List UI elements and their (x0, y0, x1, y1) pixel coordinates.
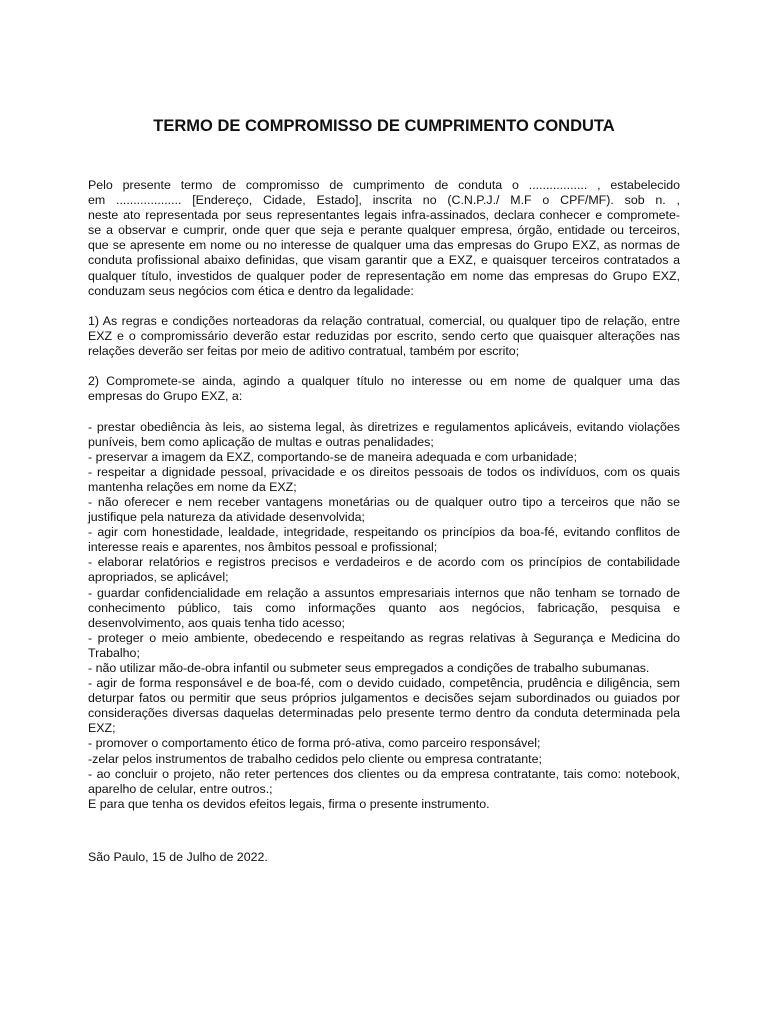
intro-line: conduta profissional abaixo definidas, que visam garantir que a EXZ, e quaisquer terceiros contratados a (88, 253, 680, 268)
obligation-line: - preservar a imagem da EXZ, comportando-se de maneira adequada e com urbanidade; (88, 449, 578, 464)
obligation-item (88, 586, 680, 631)
obligation-item (88, 555, 680, 585)
obligation-item (88, 631, 680, 661)
obligation-item (88, 495, 680, 525)
obligation-line: - promover o comportamento ético de forma pró-ativa, como parceiro responsável; (88, 736, 541, 751)
obligation-line: - respeitar a dignidade pessoal, privacidade e os direitos pessoais de todos os indivíduos, com os quais (88, 464, 680, 479)
obligation-line: aparelho de celular, entre outros.; (88, 781, 273, 796)
obligation-item (88, 736, 680, 751)
obligation-line: - agir com honestidade, lealdade, integridade, respeitando os princípios da boa-fé, evitando conflitos de (88, 525, 680, 540)
closing-statement: E para que tenha os devidos efeitos legais, firma o presente instrumento. (88, 796, 490, 811)
obligation-line: considerações diversas daquelas determinadas pelo presente termo dentro da conduta determinada pela (88, 706, 680, 721)
clause-2-line: empresas do Grupo EXZ, a: (88, 389, 243, 404)
clause-2-paragraph (88, 374, 680, 404)
obligation-item (88, 465, 680, 495)
obligation-line: conhecimento público, tais como informações quanto aos negócios, fabricação, pesquisa e (88, 600, 680, 615)
clause-1-line: 1) As regras e condições norteadoras da relação contratual, comercial, ou qualquer tipo de relação, entre (88, 313, 680, 328)
obligation-item (88, 752, 680, 767)
intro-line: Pelo presente termo de compromisso de cumprimento de conduta o ................. , estabelecido (88, 178, 680, 192)
date-line: São Paulo, 15 de Julho de 2022. (88, 850, 268, 864)
obligation-line: - não oferecer e nem receber vantagens monetárias ou de qualquer outro tipo a terceiros que não se (88, 494, 680, 509)
clause-1-line: relações deverão ser feitas por meio de aditivo contratual, também por escrito; (88, 344, 520, 359)
document-title: TERMO DE COMPROMISSO DE CUMPRIMENTO CONDUTA (153, 117, 615, 135)
obligation-item (88, 525, 680, 555)
intro-line: em ................... [Endereço, Cidade, Estado], inscrita no (C.N.P.J./ M.F o CPF/MF). sob n. , (88, 193, 680, 208)
obligation-item (88, 661, 680, 676)
obligations-list (88, 420, 680, 797)
clause-1-paragraph (88, 314, 680, 359)
obligation-line: - ao concluir o projeto, não reter pertences dos clientes ou da empresa contratante, tais como: notebook, (88, 766, 680, 781)
clause-2-line: 2) Compromete-se ainda, agindo a qualquer título no interesse ou em nome de qualquer uma das (88, 374, 680, 389)
intro-line: que se apresente em nome ou no interesse de qualquer uma das empresas do Grupo EXZ, as normas de (88, 238, 680, 253)
obligation-item (88, 450, 680, 465)
obligation-line: - proteger o meio ambiente, obedecendo e respeitando as regras relativas à Segurança e Medicina do (88, 630, 680, 645)
obligation-line: mantenha relações em nome da EXZ; (88, 479, 297, 494)
document-body (88, 178, 680, 812)
obligation-item (88, 420, 680, 450)
intro-paragraph (88, 178, 680, 299)
obligation-line: apropriados, se aplicável; (88, 570, 229, 585)
obligation-line: - elaborar relatórios e registros precisos e verdadeiros e de acordo com os princípios de contabilidade (88, 555, 680, 570)
obligation-line: puníveis, bem como aplicação de multas e outras penalidades; (88, 434, 434, 449)
intro-line: qualquer título, investidos de qualquer poder de representação em nome das empresas do Grupo EXZ, (88, 268, 680, 283)
obligation-line: - agir de forma responsável e de boa-fé, com o devido cuidado, competência, prudência e diligência, sem (88, 676, 680, 691)
intro-line: neste ato representada por seus representantes legais infra-assinados, declara conhecer e compromete- (88, 208, 680, 223)
intro-line: conduzam seus negócios com ética e dentro da legalidade: (88, 283, 414, 298)
obligation-line: desenvolvimento, aos quais tenha tido acesso; (88, 615, 345, 630)
obligation-line: - prestar obediência às leis, ao sistema legal, às diretrizes e regulamentos aplicáveis, evitando violações (88, 419, 680, 434)
obligation-line: - não utilizar mão-de-obra infantil ou submeter seus empregados a condições de trabalho subumanas. (88, 661, 650, 675)
obligation-line: deturpar fatos ou permitir que seus próprios julgamentos e decisões sejam subordinados ou guiados por (88, 691, 680, 706)
intro-line: se a observar e cumprir, onde quer que seja e perante qualquer empresa, órgão, entidade ou terceiros, (88, 223, 680, 238)
obligation-line: justifique pela natureza da atividade desenvolvida; (88, 510, 365, 525)
obligation-line: interesse reais e aparentes, nos âmbitos pessoal e profissional; (88, 540, 438, 555)
obligation-item (88, 767, 680, 797)
obligation-line: - guardar confidencialidade em relação a assuntos empresariais internos que não tenham se tornado de (88, 585, 680, 600)
obligation-line: EXZ; (88, 721, 116, 736)
clause-1-line: EXZ e o compromissário deverão estar reduzidas por escrito, sendo certo que quaisquer alterações nas (88, 328, 680, 343)
obligation-line: Trabalho; (88, 645, 140, 660)
obligation-item (88, 676, 680, 736)
obligation-line: -zelar pelos instrumentos de trabalho cedidos pelo cliente ou empresa contratante; (88, 751, 542, 766)
